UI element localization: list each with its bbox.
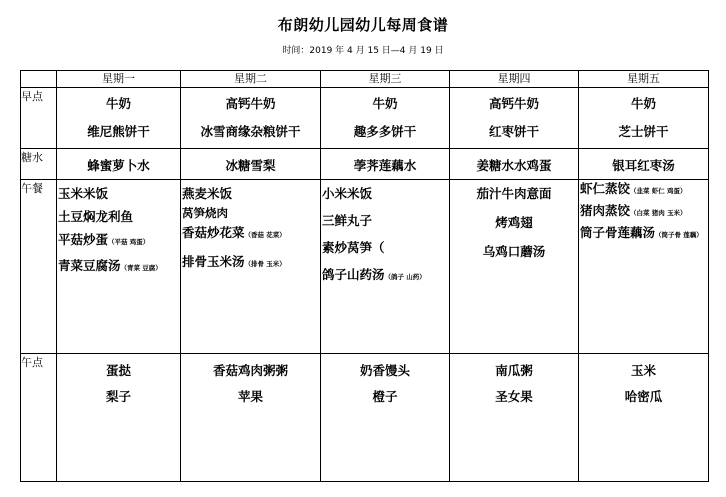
menu-item: 芝士饼干 [618,124,669,139]
menu-item: 蜂蜜萝卜水 [87,157,150,173]
row-label-snack: 午点 [21,354,57,482]
menu-item: 莴笋烧肉 [182,206,228,220]
menu-item [580,182,708,196]
snack-mon [57,354,181,482]
weekly-menu-table [20,70,709,482]
menu-item: 三鲜丸子 [322,213,373,228]
day-header-tue: 星期二 [181,71,321,88]
menu-item: 姜糖水水鸡蛋 [476,157,552,173]
menu-item: 橙子 [372,389,398,404]
lunch-fri [579,180,709,354]
menu-item: 维尼熊饼干 [87,124,150,139]
snack-row [21,354,709,482]
dish-name: 平菇炒蛋 [58,232,109,247]
dish-name: 青菜豆腐汤 [58,258,121,273]
menu-item: 圣女果 [495,389,533,404]
menu-item [580,204,708,218]
menu-item: 梨子 [105,389,131,404]
menu-item: 银耳红枣汤 [612,157,675,173]
menu-item [182,250,320,276]
menu-item [58,254,180,280]
tangshui-tue [181,149,321,180]
ingredient-note: （韭菜 虾仁 鸡蛋） [630,187,687,195]
menu-item: 玉米米饭 [58,186,109,201]
menu-item: 红枣饼干 [488,124,539,139]
tangshui-mon [57,149,181,180]
lunch-wed [321,180,450,354]
menu-item: 趣多多饼干 [353,124,417,139]
dish-name: 虾仁蒸饺 [580,181,631,196]
snack-thu [450,354,579,482]
menu-item: 玉米 [630,363,656,378]
ingredient-note: （排骨 玉米） [244,260,286,268]
dish-name: 猪肉蒸饺 [580,203,631,218]
dish-name: 鸽子山药汤 [322,267,385,282]
ingredient-note: （白菜 猪肉 玉米） [630,209,687,217]
menu-item [58,228,180,254]
menu-item [580,226,708,240]
menu-item: 高钙牛奶 [488,96,539,111]
lunch-tue [181,180,321,354]
menu-item: 土豆焖龙利鱼 [58,209,134,224]
menu-item: 南瓜粥 [495,363,533,378]
row-label-breakfast: 早点 [21,88,57,149]
lunch-mon [57,180,181,354]
menu-item: 冰糖雪梨 [225,157,276,173]
breakfast-row [21,88,709,149]
day-header-fri: 星期五 [579,71,709,88]
menu-item [182,221,320,247]
menu-item: 茄汁牛肉意面 [476,186,552,201]
menu-item: 荸荠莲藕水 [353,157,417,173]
menu-item: 烤鸡翅 [495,215,533,230]
menu-item: 小米米饭 [322,186,373,201]
page-title: 布朗幼儿园幼儿每周食谱 [277,16,449,34]
row-label-tangshui: 糖水 [21,149,57,180]
tangshui-thu [450,149,579,180]
menu-item: 奶香馒头 [359,363,410,378]
snack-tue [181,354,321,482]
ingredient-note: （香菇 花菜） [244,231,286,239]
menu-item: 燕麦米饭 [182,186,233,201]
tangshui-row [21,149,709,180]
day-header-wed: 星期三 [321,71,450,88]
menu-item: 蛋挞 [105,363,131,378]
lunch-row [21,180,709,354]
menu-item: 高钙牛奶 [225,96,276,111]
ingredient-note: （鸽子 山药） [384,273,426,281]
row-label-lunch: 午餐 [21,180,57,354]
menu-item: 牛奶 [372,96,398,111]
breakfast-fri [579,88,709,149]
breakfast-tue [181,88,321,149]
ingredient-note: （平菇 鸡蛋） [108,238,150,246]
breakfast-thu [450,88,579,149]
tangshui-fri [579,149,709,180]
dish-name: 筒子骨莲藕汤 [580,225,656,240]
header-row [21,71,709,88]
ingredient-note: （筒子骨 莲藕） [655,231,703,239]
dish-name: 香菇炒花菜 [182,225,245,240]
day-header-thu: 星期四 [450,71,579,88]
menu-item: 乌鸡口蘑汤 [482,244,546,259]
breakfast-mon [57,88,181,149]
menu-item: 牛奶 [630,96,656,111]
menu-item [322,263,449,289]
menu-item: 哈密瓜 [624,389,663,404]
menu-item: 冰雪商缘杂粮饼干 [200,124,301,139]
menu-item: 素炒莴笋（ [322,240,385,255]
day-header-mon: 星期一 [57,71,181,88]
menu-item: 牛奶 [105,96,131,111]
lunch-thu [450,180,579,354]
snack-wed [321,354,450,482]
ingredient-note: （青菜 豆腐） [120,264,162,272]
breakfast-wed [321,88,450,149]
dish-name: 排骨玉米汤 [182,254,245,269]
date-range: 时间：2019 年 4 月 15 日—4 月 19 日 [282,46,444,56]
snack-fri [579,354,709,482]
corner-cell [21,71,57,88]
tangshui-wed [321,149,450,180]
menu-item: 香菇鸡肉粥粥 [212,363,288,378]
menu-item: 苹果 [237,389,263,404]
